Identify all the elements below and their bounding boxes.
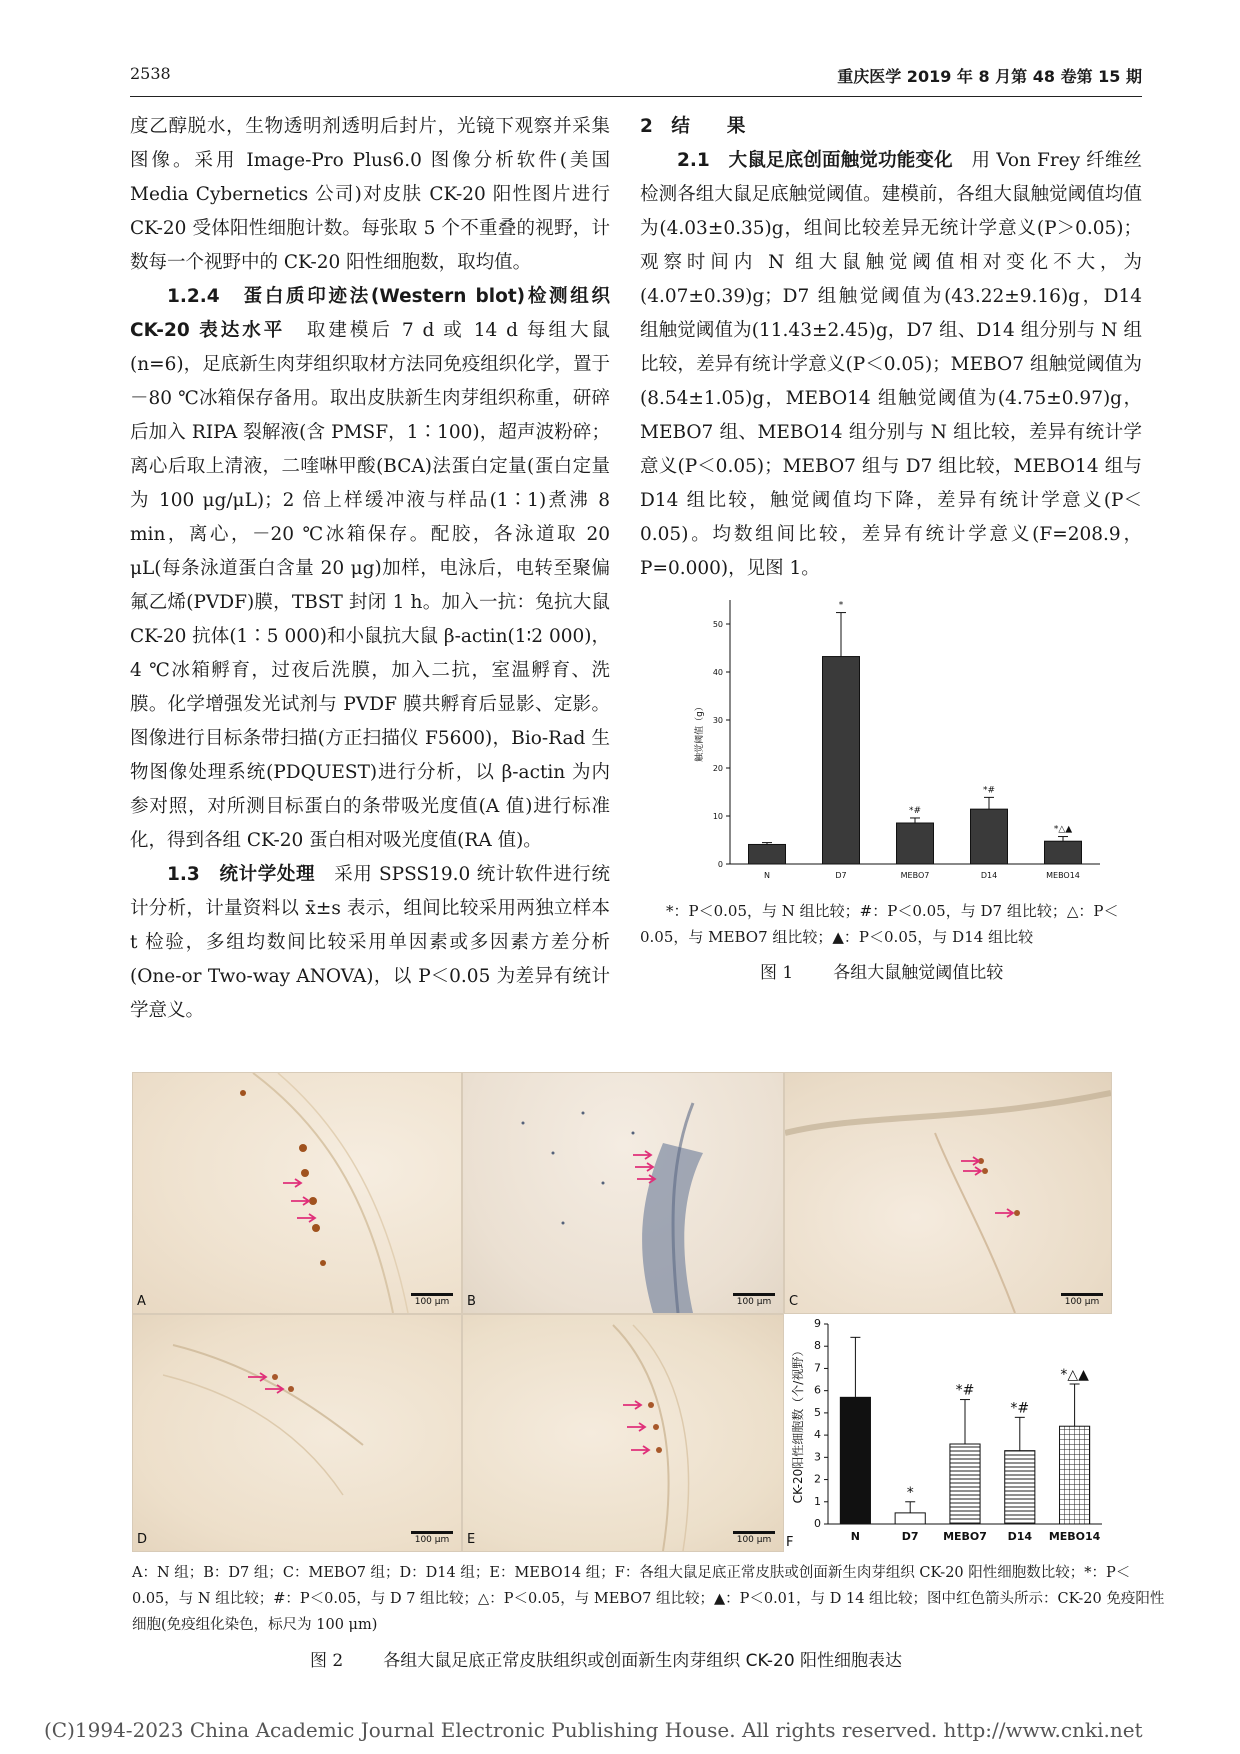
panel-letter-c: C bbox=[789, 1294, 799, 1309]
scale-label-b: 100 μm bbox=[736, 1297, 772, 1307]
figure-2-title: 各组大鼠足底正常皮肤组织或创面新生肉芽组织 CK-20 阳性细胞表达 bbox=[383, 1651, 903, 1671]
bar-mebo7 bbox=[950, 1444, 980, 1524]
y-tick-label: 0 bbox=[814, 1517, 821, 1530]
y-tick-label: 30 bbox=[712, 716, 723, 725]
panel-letter-e: E bbox=[467, 1532, 476, 1547]
header-rule bbox=[130, 96, 1142, 97]
tissue-illustration-e bbox=[463, 1315, 783, 1551]
figure-1-label: 图 1 bbox=[760, 963, 794, 983]
panel-letter-a: A bbox=[137, 1294, 146, 1309]
figure-1-chart bbox=[690, 590, 1110, 890]
page-number: 2538 bbox=[130, 64, 171, 83]
micrograph-panel-c bbox=[784, 1072, 1112, 1314]
figure-1-title: 各组大鼠触觉阈值比较 bbox=[833, 963, 1004, 983]
significance-marker-d7: * bbox=[838, 600, 844, 611]
scale-bar-b bbox=[733, 1293, 775, 1307]
panel-letter-d: D bbox=[137, 1532, 148, 1547]
y-tick-label: 2 bbox=[814, 1472, 821, 1486]
scale-bar-c bbox=[1061, 1293, 1103, 1307]
category-label-mebo7: MEBO7 bbox=[943, 1530, 987, 1543]
bar-mebo14 bbox=[1045, 841, 1082, 864]
category-label-mebo7: MEBO7 bbox=[900, 871, 930, 880]
category-label-n: N bbox=[850, 1530, 861, 1543]
scale-bar-a bbox=[411, 1293, 453, 1307]
panel-letter-b: B bbox=[467, 1294, 476, 1309]
bar-d7 bbox=[895, 1513, 925, 1524]
section-2-1 bbox=[640, 144, 1142, 586]
category-label-d14: D14 bbox=[1007, 1530, 1033, 1543]
figure-1-note-line-2: 0.05，与 MEBO7 组比较；▲：P＜0.05，与 D14 组比较 bbox=[640, 928, 1034, 946]
figure-2-caption-line-1: A：N 组；B：D7 组；C：MEBO7 组；D：D14 组；E：MEBO14 组；F：各组大鼠足底正常皮肤或创面新生肉芽组织 CK-20 阳性细胞数比较；*：P＜ bbox=[132, 1565, 1131, 1581]
figure-1-note-line-1: *：P＜0.05，与 N 组比较；#：P＜0.05，与 D7 组比较；△：P＜ bbox=[666, 902, 1119, 920]
section-1-3-heading: 1.3 统计学处理 bbox=[167, 864, 316, 885]
right-column bbox=[640, 110, 1142, 586]
micrograph-panel-a bbox=[132, 1072, 462, 1314]
y-tick-label: 10 bbox=[712, 812, 723, 821]
y-tick-label: 20 bbox=[712, 764, 723, 773]
y-tick-label: 6 bbox=[814, 1383, 821, 1397]
bar-n bbox=[840, 1397, 870, 1524]
section-1-2-4 bbox=[130, 280, 610, 858]
micrograph-panel-d bbox=[132, 1314, 462, 1552]
significance-marker-d7: * bbox=[906, 1484, 914, 1501]
y-tick-label: 5 bbox=[814, 1405, 821, 1419]
figure-2f-plot bbox=[790, 1317, 1102, 1543]
bar-mebo14 bbox=[1060, 1426, 1090, 1524]
y-tick-label: 0 bbox=[717, 860, 723, 869]
y-tick-label: 7 bbox=[814, 1361, 821, 1375]
scale-bar-d bbox=[411, 1531, 453, 1545]
figure-2-caption-line-3: 细胞(免疫组化染色，标尺为 100 μm) bbox=[132, 1617, 378, 1633]
bar-d7 bbox=[823, 657, 860, 864]
figure-2f-chart bbox=[784, 1314, 1110, 1554]
scale-label-d: 100 μm bbox=[414, 1535, 450, 1545]
y-axis-label: 触觉阈值（g） bbox=[695, 702, 705, 762]
figure-1-caption bbox=[760, 958, 1003, 983]
y-tick-label: 9 bbox=[814, 1317, 821, 1330]
copyright-footer: (C)1994-2023 China Academic Journal Electronic Publishing House. All rights reserved. http://www.cnki.net bbox=[44, 1718, 1143, 1742]
y-tick-label: 8 bbox=[814, 1339, 821, 1353]
significance-marker-mebo14: *△▲ bbox=[1053, 824, 1073, 835]
category-label-d7: D7 bbox=[901, 1530, 919, 1543]
category-label-mebo14: MEBO14 bbox=[1046, 871, 1080, 880]
journal-header: 重庆医学 2019 年 8 月第 48 卷第 15 期 bbox=[837, 67, 1142, 86]
tissue-illustration-d bbox=[133, 1315, 461, 1551]
left-column bbox=[130, 110, 610, 1028]
category-label-d14: D14 bbox=[980, 871, 998, 880]
scale-bar-e bbox=[733, 1531, 775, 1545]
tissue-illustration-a bbox=[133, 1073, 461, 1313]
y-tick-label: 4 bbox=[814, 1428, 821, 1442]
section-2-1-heading: 2.1 大鼠足底创面触觉功能变化 bbox=[677, 150, 953, 171]
y-tick-label: 50 bbox=[712, 620, 723, 629]
bar-n bbox=[749, 844, 786, 864]
significance-marker-d14: *# bbox=[1010, 1400, 1030, 1417]
tissue-illustration-b bbox=[463, 1073, 783, 1313]
section-1-2-4-heading: 1.2.4 蛋白质印迹法(Western blot)检测组织 CK-20 表达水平 bbox=[130, 286, 610, 341]
figure-2-caption bbox=[310, 1646, 902, 1671]
micrograph-panel-b bbox=[462, 1072, 784, 1314]
bar-mebo7 bbox=[897, 823, 934, 864]
section-2-heading: 2 结 果 bbox=[640, 116, 746, 137]
y-tick-label: 3 bbox=[814, 1450, 821, 1464]
significance-marker-mebo14: *△▲ bbox=[1060, 1367, 1089, 1383]
micrograph-panel-e bbox=[462, 1314, 784, 1552]
scale-label-a: 100 μm bbox=[414, 1297, 450, 1307]
panel-letter-f: F bbox=[786, 1535, 794, 1550]
figure-1-plot bbox=[693, 600, 1100, 880]
scale-label-e: 100 μm bbox=[736, 1535, 772, 1545]
scale-label-c: 100 μm bbox=[1064, 1297, 1100, 1307]
category-label-n: N bbox=[764, 871, 770, 880]
significance-marker-mebo7: *# bbox=[908, 805, 922, 816]
y-tick-label: 40 bbox=[712, 668, 723, 677]
figure-2-caption-line-2: 0.05，与 N 组比较；#：P＜0.05，与 D 7 组比较；△：P＜0.05，与 MEBO7 组比较；▲：P＜0.01，与 D 14 组比较；图中红色箭头所示：CK-20 免疫阳性 bbox=[132, 1591, 1165, 1607]
tissue-illustration-c bbox=[785, 1073, 1111, 1313]
y-axis-label: CK-20阳性细胞数（个/视野） bbox=[791, 1344, 805, 1504]
paragraph-1: 度乙醇脱水，生物透明剂透明后封片，光镜下观察并采集图像。采用 Image-Pro Plus6.0 图像分析软件(美国 Media Cybernetics 公司)对皮肤 CK-20 阳性图片进行 CK-20 受体阳性细胞计数。每张取 5 个不重叠的视野，计数每一个视野中的 CK-20 阳性细胞数，取均值。 bbox=[130, 116, 610, 273]
category-label-d7: D7 bbox=[835, 871, 847, 880]
bar-d14 bbox=[1005, 1451, 1035, 1524]
section-1-3 bbox=[130, 858, 610, 1028]
significance-marker-mebo7: *# bbox=[955, 1382, 975, 1399]
section-1-2-4-body: 取建模后 7 d 或 14 d 每组大鼠(n=6)，足底新生肉芽组织取材方法同免疫组织化学，置于－80 ℃冰箱保存备用。取出皮肤新生肉芽组织称重，研碎后加入 RIPA 裂解液(含 PMSF，1∶100)，超声波粉碎；离心后取上清液，二喹啉甲酸(BCA)法蛋白定量(蛋白定量为 100 μg/μL)；2 倍上样缓冲液与样品(1∶1)煮沸 8 min，离心，－20 ℃冰箱保存。配胶，各泳道取 20 μL(每条泳道蛋白含量 20 μg)加样，电泳后，电转至聚偏氟乙烯(PVDF)膜，TBST 封闭 1 h。加入一抗：兔抗大鼠 CK-20 抗体(1∶5 000)和小鼠抗大鼠 β-actin(1∶2 000)，4 ℃冰箱孵育，过夜后洗膜，加入二抗，室温孵育、洗膜。化学增强发光试剂与 PVDF 膜共孵育后显影、定影。图像进行目标条带扫描(方正扫描仪 F5600)，Bio-Rad 生物图像处理系统(PDQUEST)进行分析，以 β-actin 为内参对照，对所测目标蛋白的条带吸光度值(A 值)进行标准化，得到各组 CK-20 蛋白相对吸光度值(RA 值)。 bbox=[130, 320, 611, 851]
significance-marker-d14: *# bbox=[982, 785, 996, 796]
bar-d14 bbox=[971, 809, 1008, 864]
section-2-1-body: 用 Von Frey 纤维丝检测各组大鼠足底触觉阈值。建模前，各组大鼠触觉阈值均值为(4.03±0.35)g，组间比较差异无统计学意义(P＞0.05)；观察时间内 N 组大鼠触觉阈值相对变化不大，为(4.07±0.39)g；D7 组触觉阈值为(43.22±9.16)g，D14 组触觉阈值为(11.43±2.45)g，D7 组、D14 组分别与 N 组比较，差异有统计学意义(P＜0.05)；MEBO7 组触觉阈值为(8.54±1.05)g，MEBO14 组触觉阈值为(4.75±0.97)g，MEBO7 组、MEBO14 组分别与 N 组比较，差异有统计学意义(P＜0.05)；MEBO7 组与 D7 组比较，MEBO14 组与 D14 组比较，触觉阈值均下降，差异有统计学意义(P＜0.05)。均数组间比较，差异有统计学意义(F=208.9，P=0.000)，见图 1。 bbox=[640, 150, 1142, 579]
figure-2-label: 图 2 bbox=[310, 1651, 344, 1671]
category-label-mebo14: MEBO14 bbox=[1048, 1530, 1101, 1543]
section-1-3-body: 采用 SPSS19.0 统计软件进行统计分析，计量资料以 x̄±s 表示，组间比较采用两独立样本 t 检验，多组均数间比较采用单因素或多因素方差分析(One-or Two-way ANOVA)，以 P＜0.05 为差异有统计学意义。 bbox=[130, 864, 610, 1021]
y-tick-label: 1 bbox=[814, 1494, 821, 1508]
